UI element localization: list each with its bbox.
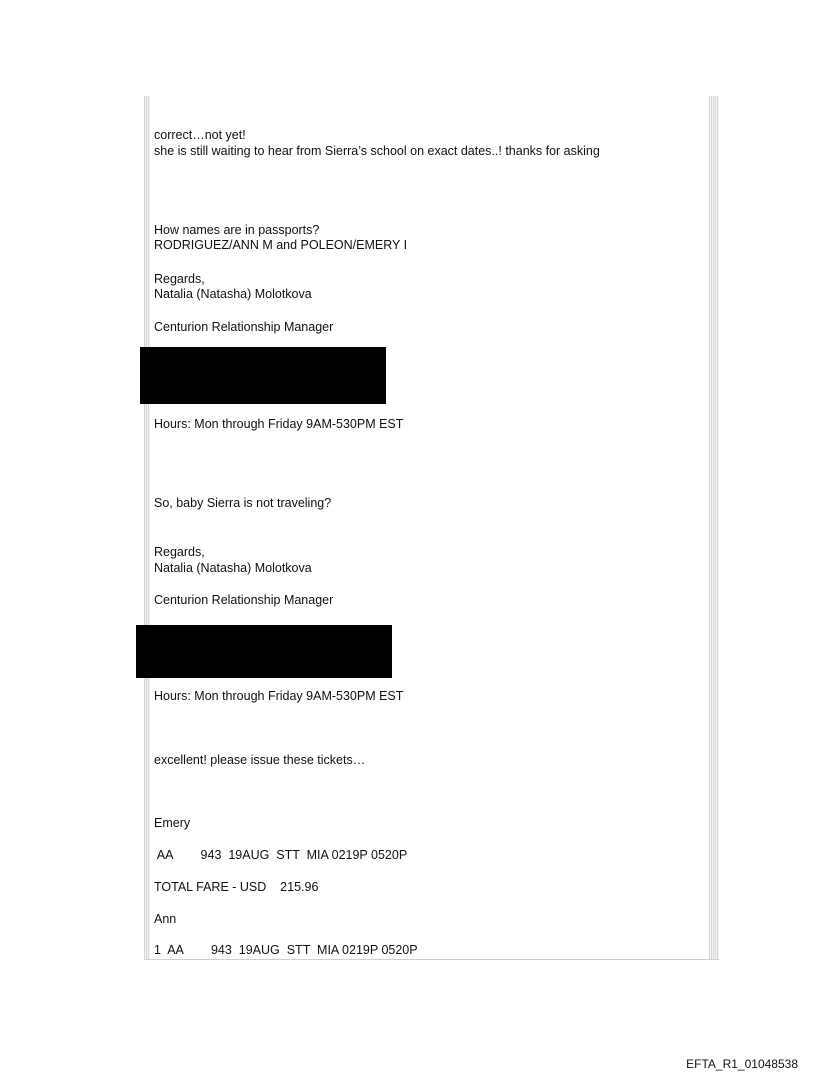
sender-name-2: Natalia (Natasha) Molotkova [154, 561, 312, 575]
passenger-1-name: Emery [154, 816, 191, 830]
passenger-2-flight: 1 AA 943 19AUG STT MIA 0219P 0520P [154, 943, 418, 957]
regards-2: Regards, [154, 545, 205, 559]
passport-question: How names are in passports? [154, 223, 320, 237]
email-frame-bottom-border [144, 959, 719, 960]
message-1-line-1: correct…not yet! [154, 128, 246, 142]
regards-1: Regards, [154, 272, 205, 286]
redaction-block-1 [140, 347, 386, 404]
passenger-2-name: Ann [154, 912, 177, 926]
passport-names: RODRIGUEZ/ANN M and POLEON/EMERY I [154, 238, 408, 252]
sierra-question: So, baby Sierra is not traveling? [154, 496, 332, 510]
message-1-line-2: she is still waiting to hear from Sierra’s school on exact dates..! thanks for asking [154, 144, 600, 158]
sender-name-1: Natalia (Natasha) Molotkova [154, 287, 312, 301]
total-fare: TOTAL FARE - USD 215.96 [154, 880, 319, 894]
email-frame-left-border [144, 96, 150, 960]
redaction-block-2 [136, 625, 392, 678]
email-frame-right-border [709, 96, 719, 960]
document-id-footer: EFTA_R1_01048538 [686, 1057, 798, 1071]
hours-1: Hours: Mon through Friday 9AM-530PM EST [154, 417, 404, 431]
hours-2: Hours: Mon through Friday 9AM-530PM EST [154, 689, 404, 703]
issue-tickets-request: excellent! please issue these tickets… [154, 753, 366, 767]
sender-title-1: Centurion Relationship Manager [154, 320, 334, 334]
passenger-1-flight: AA 943 19AUG STT MIA 0219P 0520P [154, 848, 408, 862]
sender-title-2: Centurion Relationship Manager [154, 593, 334, 607]
